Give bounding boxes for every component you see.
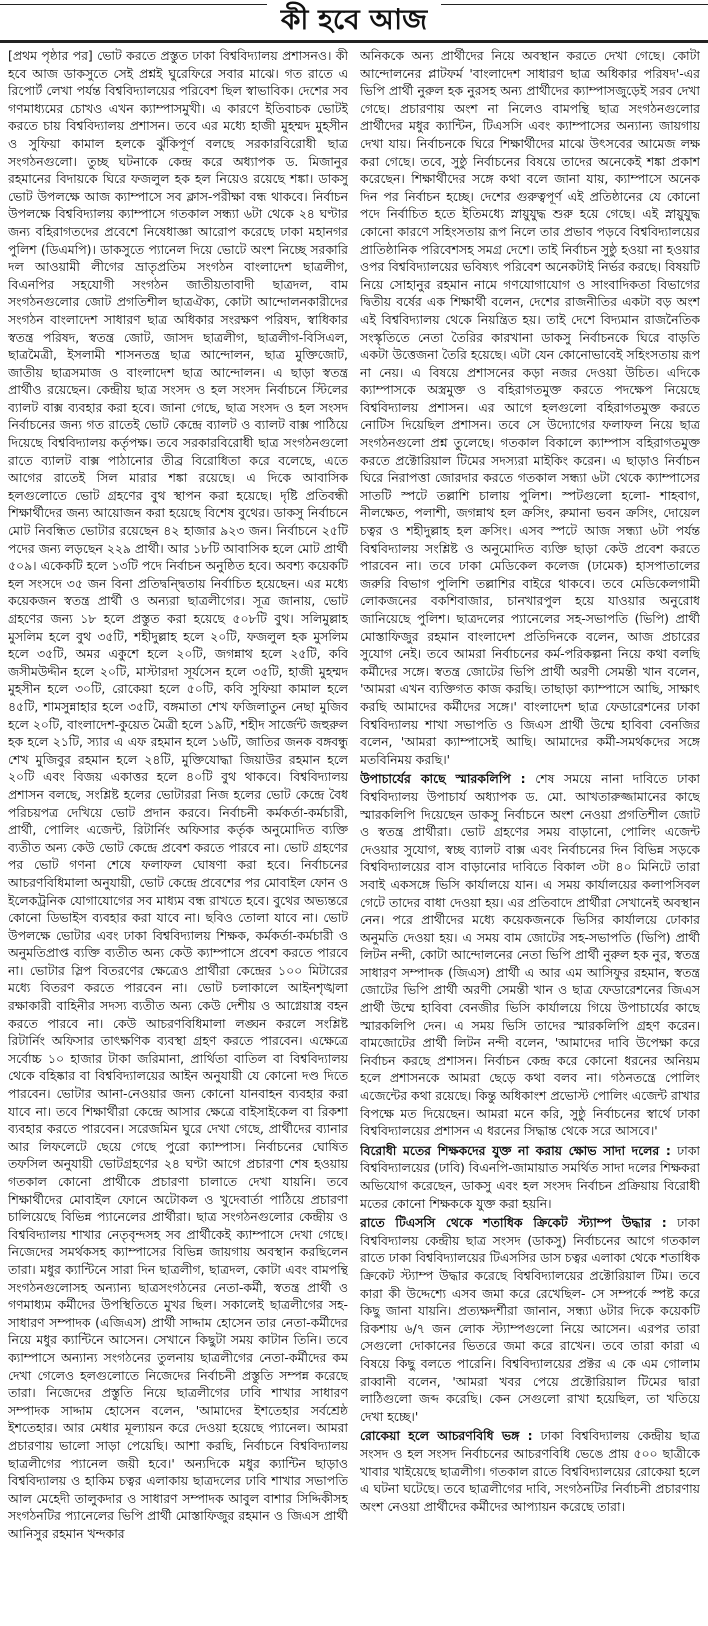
article-paragraph (360, 1142, 700, 1212)
paragraph-text: ঢাকা বিশ্ববিদ্যালয়ের (ঢাবি) বিএনপি-জামায়াত সমর্থিত সাদা দলের শিক্ষকরা অভিযোগ করেছেন, ডাকসু এবং হল সংসদ নির্বাচন প্রক্রিয়ায় বিরোধী মতের কোনো শিক্ষককে যুক্ত করা হয়নি। (360, 1142, 700, 1211)
paragraph-text: অনিককে অন্য প্রার্থীদের নিয়ে অবস্থান করতে দেখা গেছে। কোটা আন্দোলনের প্লাটফর্ম 'বাংলাদেশ সাধারণ ছাত্র অধিকার পরিষদ'-এর ভিপি প্রার্থী নুরুল হক নুরসহ অন্য প্রার্থীদের ক্যাম্পাসজুড়েই সরব দেখা গেছে। প্রচারণায় অংশ না নিলেও বামপন্থি ছাত্র সংগঠনগুলোর প্রার্থীদের মধুর ক্যান্টিন, টিএসসি এবং ক্যাম্পাসের অন্যান্য জায়গায় দেখা যায়। নির্বাচনকে ঘিরে শিক্ষার্থীদের মাঝে উৎসবের আমেজ লক্ষ করা গেছে। তবে, সুষ্ঠু নির্বাচনের বিষয়ে তাদের অনেকেই শঙ্কা প্রকাশ করেছেন। শিক্ষার্থীদের সঙ্গে কথা বলে জানা যায়, ক্যাম্পাসে অনেক দিন পর নির্বাচন হচ্ছে। দেশের গুরুত্বপূর্ণ এই প্রতিষ্ঠানের যে কোনো পদে নির্বাচিত হতে ইতিমধ্যে স্নায়ুযুদ্ধ শুরু হয়ে গেছে। এই স্নায়ুযুদ্ধ কোনো কারণে সহিংসতায় রূপ নিলে তার প্রভাব পড়বে বিশ্ববিদ্যালয়ের প্রাতিষ্ঠানিক পরিবেশসহ সমগ্র দেশে। তাই নির্বাচন সুষ্ঠু হওয়া না হওয়ার ওপর বিশ্ববিদ্যালয়ের ভবিষ্যৎ পরিবেশ অনেকটাই নির্ভর করছে। বিষয়টি নিয়ে সোহানুর রহমান নামে গণযোগাযোগ ও সাংবাদিকতা বিভাগের দ্বিতীয় বর্ষের এক শিক্ষার্থী বলেন, দেশের রাজনীতির একটা বড় অংশ এই বিশ্ববিদ্যালয় থেকে নিয়ন্ত্রিত হয়। তাই দেশে বিদ্যমান রাজনৈতিক সংস্কৃতিতে নেতা তৈরির কারখানা ডাকসু নির্বাচনকে ঘিরে বাড়তি একটা উত্তেজনা তৈরি হয়েছে। এটা যেন কোনোভাবেই সহিংসতায় রূপ না নেয়। এ বিষয়ে প্রশাসনের কড়া নজর দেওয়া উচিত। এদিকে ক্যাম্পাসকে অস্ত্রমুক্ত ও বহিরাগতমুক্ত করতে পদক্ষেপ নিয়েছে বিশ্ববিদ্যালয় প্রশাসন। এর আগে হলগুলো বহিরাগতমুক্ত করতে নোটিস দিয়েছিল প্রশাসন। তবে সে উদ্যোগের ফলাফল নিয়ে ছাত্র সংগঠনগুলো প্রশ্ন তুলেছে। গতকাল বিকালে ক্যাম্পাস বহিরাগতমুক্ত করতে প্রক্টোরিয়াল টিমের সদস্যরা মাইকিং করেন। এ ছাড়াও নির্বাচন ঘিরে নিরাপত্তা জোরদার করতে গতকাল সন্ধ্যা ৬টা থেকে ক্যাম্পাসের সাতটি স্পটে তল্লাশি চালায় পুলিশ। স্পটগুলো হলো- শাহবাগ, নীলক্ষেত, পলাশী, জগন্নাথ হল ক্রসিং, রুমানা ভবন ক্রসিং, দোয়েল চত্বর ও শহীদুল্লাহ হল ক্রসিং। এসব স্পটে আজ সন্ধ্যা ৬টা পর্যন্ত বিশ্ববিদ্যালয় সংশ্লিষ্ট ও অনুমোদিত ব্যক্তি ছাড়া কেউ প্রবেশ করতে পারবেন না। তবে ঢাকা মেডিকেল কলেজ (ঢামেক) হাসপাতালের জরুরি বিভাগ পুলিশি তল্লাশির বাইরে থাকবে। তবে মেডিকেলগামী লোকজনের বকশিবাজার, চানখারপুল হয়ে যাওয়ার অনুরোধ জানিয়েছে পুলিশ। ছাত্রদলের প্যানেলের সহ-সভাপতি (ভিপি) প্রার্থী মোস্তাফিজুর রহমান বাংলাদেশ প্রতিদিনকে বলেন, আজ প্রচারের সুযোগ নেই। তবে আমরা নির্বাচনের কর্ম-পরিকল্পনা নিয়ে কথা বলছি কর্মীদের সঙ্গে। স্বতন্ত্র জোটের ভিপি প্রার্থী অরণী সেমন্তী খান বলেন, 'আমরা এখন ব্যক্তিগত কাজ করছি। তাছাড়া ক্যাম্পাসে আছি, সাক্ষাৎ করছি আমাদের কর্মীদের সঙ্গে।' বাংলাদেশ ছাত্র ফেডারেশনের ঢাকা বিশ্ববিদ্যালয় শাখা সভাপতি ও জিএস প্রার্থী উম্মে হাবিবা বেনজির বলেন, 'আমরা ক্যাম্পাসেই আছি। আমাদের কর্মী-সমর্থকদের সঙ্গে মতবিনিময় করছি।' (360, 48, 700, 767)
article-paragraph (360, 47, 700, 768)
right-column (360, 47, 700, 1542)
article-paragraph (360, 770, 700, 1139)
paragraph-text: ঢাকা বিশ্ববিদ্যালয় কেন্দ্রীয় ছাত্র সংসদ (ডাকসু) নির্বাচনের আগে গতকাল রাতে ঢাকা বিশ্ববিদ্যালয়ের টিএসসির ডাস চত্বর এলাকা থেকে শতাধিক ক্রিকেট স্ট্যাম্প উদ্ধার করেছে বিশ্ববিদ্যালয়ের প্রক্টোরিয়াল টিম। তবে কারা কী উদ্দেশ্যে এসব জমা করে রেখেছিল- সে সম্পর্কে স্পষ্ট করে কিছু জানা যায়নি। প্রত্যক্ষদর্শীরা জানান, সন্ধ্যা ৬টার দিকে কয়েকটি রিকশায় ৬/৭ জন লোক স্ট্যাম্পগুলো নিয়ে আসেন। এরপর তারা সেগুলো দোকানের ভিতরে জমা করে রাখেন। তবে তারা কারা এ বিষয়ে কিছু বলতে পারেনি। বিশ্ববিদ্যালয়ের প্রক্টর এ কে এম গোলাম রাব্বানী বলেন, 'আমরা খবর পেয়ে প্রক্টোরিয়াল টিমের দ্বারা লাঠিগুলো জব্দ করেছি। কেন সেগুলো রাখা হয়েছিল, তা খতিয়ে দেখা হচ্ছে।' (360, 1215, 700, 1424)
page-title (0, 3, 708, 37)
article-columns (8, 47, 700, 1542)
article-paragraph (360, 1427, 700, 1515)
subheading: রাতে টিএসসি থেকে শতাধিক ক্রিকেট স্ট্যাম্প উদ্ধার : (360, 1215, 667, 1231)
continuation-label: [প্রথম পৃষ্ঠার পর] (8, 48, 93, 63)
article-paragraph (8, 47, 348, 1542)
headline-bar (0, 0, 708, 43)
left-column (8, 47, 348, 1542)
article-paragraph (360, 1214, 700, 1425)
subheading: রোকেয়া হলে আচরণবিধি ভঙ্গ : (360, 1428, 533, 1444)
paragraph-text: ভোট করতে প্রস্তুত ঢাকা বিশ্ববিদ্যালয় প্রশাসনও। কী হবে আজ ডাকসুতে সেই প্রশ্নই ঘুরেফিরে সবার মাঝে। গত রাতে এ রিপোর্ট লেখা পর্যন্ত বিশ্ববিদ্যালয়ের পরিবেশ ছিল স্বাভাবিক। দেশের সব গণমাধ্যমের চোখও এখন ক্যাম্পাসমুখী। এ কারণে ইতিবাচক ভোটই করতে চায় বিশ্ববিদ্যালয় প্রশাসন। তবে এর মধ্যে হাজী মুহম্মদ মুহসীন ও সুফিয়া কামাল হলকে ঝুঁকিপূর্ণ বলছে সরকারবিরোধী ছাত্র সংগঠনগুলো। তুচ্ছ ঘটনাকে কেন্দ্র করে অধ্যাপক ড. মিজানুর রহমানের বিদায়কে ঘিরে ফজলুল হক হল নিয়েও রয়েছে শঙ্কা। ডাকসু ভোট উপলক্ষে আজ ক্যাম্পাসে সব ক্লাস-পরীক্ষা বন্ধ থাকবে। নির্বাচন উপলক্ষে বিশ্ববিদ্যালয় ক্যাম্পাসে গতকাল সন্ধ্যা ৬টা থেকে ২৪ ঘণ্টার জন্য বহিরাগতদের প্রবেশে নিষেধাজ্ঞা আরোপ করেছে ঢাকা মহানগর পুলিশ (ডিএমপি)। ডাকসুতে প্যানেল দিয়ে ভোটে অংশ নিচ্ছে সরকারি দল আওয়ামী লীগের ভ্রাতৃপ্রতিম সংগঠন বাংলাদেশ ছাত্রলীগ, বিএনপির সহযোগী সংগঠন জাতীয়তাবাদী ছাত্রদল, বাম সংগঠনগুলোর জোট প্রগতিশীল ছাত্রঐক্য, কোটা আন্দোলনকারীদের সংগঠন বাংলাদেশ সাধারণ ছাত্র অধিকার সংরক্ষণ পরিষদ, স্বাধিকার স্বতন্ত্র পরিষদ, স্বতন্ত্র জোট, জাসদ ছাত্রলীগ, ছাত্রলীগ-বিসিএল, ছাত্রমৈত্রী, ইসলামী শাসনতন্ত্র ছাত্র আন্দোলন, ছাত্র মুক্তিজোট, জাতীয় ছাত্রসমাজ ও বাংলাদেশ ছাত্র আন্দোলন। এ ছাড়া স্বতন্ত্র প্রার্থীও রয়েছেন। কেন্দ্রীয় ছাত্র সংসদ ও হল সংসদ নির্বাচনে স্টিলের ব্যালট বাক্স ব্যবহার করা হবে। জানা গেছে, ছাত্র সংসদ ও হল সংসদ নির্বাচনের জন্য গত রাতেই ভোট কেন্দ্রে ব্যালট ও ব্যালট বাক্স পাঠিয়ে দিয়েছে বিশ্ববিদ্যালয় কর্তৃপক্ষ। তবে সরকারবিরোধী ছাত্র সংগঠনগুলো রাতে ব্যালট বাক্স পাঠানোর তীব্র বিরোধিতা করে বলেছে, এতে আগের রাতেই সিল মারার শঙ্কা রয়েছে। এ দিকে আবাসিক হলগুলোতে ভোট গ্রহণের বুথ স্থাপন করা হয়েছে। দৃষ্টি প্রতিবন্ধী শিক্ষার্থীদের জন্য আয়োজন করা হয়েছে বিশেষ বুথের। ডাকসু নির্বাচনে মোট নিবন্ধিত ভোটার রয়েছেন ৪২ হাজার ৯২৩ জন। নির্বাচনে ২৫টি পদের জন্য লড়ছেন ২২৯ প্রার্থী। আর ১৮টি আবাসিক হলে মোট প্রার্থী ৫০৯। একেকটি হলে ১৩টি পদে নির্বাচন অনুষ্ঠিত হবে। অবশ্য কয়েকটি হল সংসদে ৩৫ জন বিনা প্রতিদ্বন্দ্বিতায় নির্বাচিত হয়েছেন। এর মধ্যে কয়েকজন স্বতন্ত্র প্রার্থী ও অন্যরা ছাত্রলীগের। সূত্র জানায়, ভোট গ্রহণের জন্য ১৮ হলে প্রস্তুত করা হয়েছে ৫০৮টি বুথ। সলিমুল্লাহ মুসলিম হলে বুথ ৩৫টি, শহীদুল্লাহ হলে ২০টি, ফজলুল হক মুসলিম হলে ৩৫টি, অমর একুশে হলে ২০টি, জগন্নাথ হলে ২৫টি, কবি জসীমউদ্দীন হলে ২০টি, মাস্টারদা সূর্যসেন হলে ৩৫টি, হাজী মুহম্মদ মুহসীন হলে ৩০টি, রোকেয়া হলে ৫০টি, কবি সুফিয়া কামাল হলে ৪৫টি, শামসুন্নাহার হলে ৩৫টি, বঙ্গমাতা শেখ ফজিলাতুন নেছা মুজিব হলে ২০টি, বাংলাদেশ-কুয়েত মৈত্রী হলে ১৯টি, শহীদ সার্জেন্ট জহুরুল হক হলে ২১টি, স্যার এ এফ রহমান হলে ১৬টি, জাতির জনক বঙ্গবন্ধু শেখ মুজিবুর রহমান হলে ২৪টি, মুক্তিযোদ্ধা জিয়াউর রহমান হলে ২০টি এবং বিজয় একাত্তর হলে ৪০টি বুথ থাকবে। বিশ্ববিদ্যালয় প্রশাসন বলছে, সংশ্লিষ্ট হলের ভোটাররা নিজ হলের ভোট কেন্দ্রে বৈধ পরিচয়পত্র দেখিয়ে ভোট প্রদান করবে। নির্বাচনী কর্মকর্তা-কর্মচারী, প্রার্থী, পোলিং এজেন্ট, রিটার্নিং অফিসার কর্তৃক অনুমোদিত ব্যক্তি ব্যতীত অন্য কেউ ভোট কেন্দ্রে প্রবেশ করতে পারবে না। ভোট গ্রহণের পর ভোট গণনা শেষে ফলাফল ঘোষণা করা হবে। নির্বাচনের আচরণবিধিমালা অনুযায়ী, ভোট কেন্দ্রে প্রবেশের পর মোবাইল ফোন ও ইলেকট্রনিক যোগাযোগের সব মাধ্যম বন্ধ রাখতে হবে। বুথের অভ্যন্তরে কোনো ডিভাইস ব্যবহার করা যাবে না। ছবিও তোলা যাবে না। ভোট উপলক্ষে ভোটার এবং ঢাকা বিশ্ববিদ্যালয় শিক্ষক, কর্মকর্তা-কর্মচারী ও অনুমতিপ্রাপ্ত ব্যক্তি ব্যতীত অন্য কেউ ক্যাম্পাসে প্রবেশ করতে পারবে না। ভোটার স্লিপ বিতরণের ক্ষেত্রেও প্রার্থীরা কেন্দ্রের ১০০ মিটারের মধ্যে বিতরণ করতে পারবেন না। ভোট চলাকালে আইনশৃঙ্খলা রক্ষাকারী বাহিনীর সদস্য ব্যতীত অন্য কেউ দেশীয় ও আগ্নেয়াস্ত্র বহন করতে পারবে না। কেউ আচরণবিধিমালা লঙ্ঘন করলে সংশ্লিষ্ট রিটার্নিং অফিসার তাৎক্ষণিক ব্যবস্থা গ্রহণ করতে পারবেন। এক্ষেত্রে সর্বোচ্চ ১০ হাজার টাকা জরিমানা, প্রার্থিতা বাতিল বা বিশ্ববিদ্যালয় থেকে বহিষ্কার বা বিশ্ববিদ্যালয়ের আইন অনুযায়ী যে কোনো দণ্ড দিতে পারবেন। ভোটার আনা-নেওয়ার জন্য কোনো যানবাহন ব্যবহার করা যাবে না। তবে শিক্ষার্থীরা কেন্দ্রে আসার ক্ষেত্রে বাইসাইকেল বা রিকশা ব্যবহার করতে পারবেন। সরেজমিন ঘুরে দেখা গেছে, প্রার্থীদের ব্যানার আর লিফলেটে ছেয়ে গেছে পুরো ক্যাম্পাস। নির্বাচনের ঘোষিত তফসিল অনুযায়ী ভোটগ্রহণের ২৪ ঘণ্টা আগে প্রচারণা শেষ হওয়ায় গতকাল কোনো প্রার্থীকে প্রচারণা চালাতে দেখা যায়নি। তবে শিক্ষার্থীদের মোবাইল ফোনে অটোকল ও খুদেবার্তা পাঠিয়ে প্রচারণা চালিয়েছে বিভিন্ন প্যানেলের প্রার্থীরা। ছাত্র সংগঠনগুলোর কেন্দ্রীয় ও বিশ্ববিদ্যালয় শাখার নেতৃবৃন্দসহ সব প্রার্থীকেই ক্যাম্পাসে দেখা গেছে। নিজেদের সমর্থকসহ ক্যাম্পাসের বিভিন্ন জায়গায় অবস্থান করছিলেন তারা। মধুর ক্যান্টিনে সারা দিন ছাত্রলীগ, ছাত্রদল, কোটা এবং বামপন্থি সংগঠনগুলোসহ অন্যান্য ছাত্রসংগঠনের নেতা-কর্মী, স্বতন্ত্র প্রার্থী ও গণমাধ্যম কর্মীদের উপস্থিতিতে মুখর ছিল। সকালেই ছাত্রলীগের সহ-সাধারণ সম্পাদক (এজিএস) প্রার্থী সাদ্দাম হোসেন তার নেতা-কর্মীদের নিয়ে মধুর ক্যান্টিনে আসেন। সেখানে কিছুটা সময় কাটান তিনি। তবে ক্যাম্পাসে অন্যান্য সংগঠনের তুলনায় ছাত্রলীগের নেতা-কর্মীদের কম দেখা গেলেও হলগুলোতে নিজেদের নির্বাচনী প্রস্তুতি সম্পন্ন করেছে তারা। নিজেদের প্রস্তুতি নিয়ে ছাত্রলীগের ঢাবি শাখার সাধারণ সম্পাদক সাদ্দাম হোসেন বলেন, 'আমাদের ইশতেহার সর্বশ্রেষ্ঠ ইশতেহার। আর মেধার মূল্যায়ন করে দেওয়া হয়েছে প্যানেল। আমরা প্রচারণায় ভালো সাড়া পেয়েছি। আশা করছি, নির্বাচনে বিশ্ববিদ্যালয় ছাত্রলীগের প্যানেল জয়ী হবে।' অন্যদিকে মধুর ক্যান্টিন ছাড়াও বিশ্ববিদ্যালয় ও হাকিম চত্বর এলাকায় ছাত্রদলের ঢাবি শাখার সভাপতি আল মেহেদী তালুকদার ও সাধারণ সম্পাদক আবুল বাশার সিদ্দিকীসহ সংগঠনটির প্যানেলের ভিপি প্রার্থী মোস্তাফিজুর রহমান ও জিএস প্রার্থী আনিসুর রহমান খন্দকার (8, 48, 348, 1541)
headline-text: কী হবে আজ (267, 3, 441, 36)
subheading: বিরোধী মতের শিক্ষকদের যুক্ত না করায় ক্ষোভ সাদা দলের : (360, 1142, 671, 1158)
paragraph-text: ঢাকা বিশ্ববিদ্যালয় কেন্দ্রীয় ছাত্র সংসদ ও হল সংসদ নির্বাচনের আচরণবিধি ভেঙে প্রায় ৫০০ ছাত্রীকে খাবার খাইয়েছে ছাত্রলীগ। গতকাল রাতে বিশ্ববিদ্যালয়ের রোকেয়া হলে এ ঘটনা ঘটেছে। তবে ছাত্রলীগের দাবি, সংগঠনটির নির্বাচনী প্রচারণায় অংশ নেওয়া প্রার্থীদের কর্মীদের আপ্যায়ন করেছে তারা। (360, 1428, 700, 1514)
paragraph-text: শেষ সময়ে নানা দাবিতে ঢাকা বিশ্ববিদ্যালয় উপাচার্য অধ্যাপক ড. মো. আখতারুজ্জামানের কাছে স্মারকলিপি দিয়েছেন ডাকসু নির্বাচনে অংশ নেওয়া প্রগতিশীল জোট ও স্বতন্ত্র প্রার্থীরা। ভোট গ্রহণের সময় বাড়ানো, পোলিং এজেন্ট দেওয়ার সুযোগ, স্বচ্ছ ব্যালট বাক্স এবং নির্বাচনের দিন বিভিন্ন সড়কে বিশ্ববিদ্যালয়ের বাস বাড়ানোর দাবিতে বিকাল ৩টা ৪০ মিনিটে তারা সবাই একসঙ্গে ভিসি কার্যালয়ে যান। এ সময় কার্যালয়ের কলাপসিবল গেটে তাদের বাধা দেওয়া হয়। এর প্রতিবাদে প্রার্থীরা সেখানেই অবস্থান নেন। পরে প্রার্থীদের মধ্যে কয়েকজনকে ভিসির কার্যালয়ে ঢোকার অনুমতি দেওয়া হয়। এ সময় বাম জোটের সহ-সভাপতি (ভিপি) প্রার্থী লিটন নন্দী, কোটা আন্দোলনের নেতা ভিপি প্রার্থী নুরুল হক নুর, স্বতন্ত্র সাধারণ সম্পাদক (জিএস) প্রার্থী এ আর এম আসিফুর রহমান, স্বতন্ত্র জোটের ভিপি প্রার্থী অরণী সেমন্তী খান ও ছাত্র ফেডারেশনের জিএস প্রার্থী উম্মে হাবিবা বেনজীর ভিসি কার্যালয়ে গিয়ে উপাচার্যের কাছে স্মারকলিপি দেন। এ সময় ভিসি তাদের স্মারকলিপি গ্রহণ করেন। বামজোটের প্রার্থী লিটন নন্দী বলেন, 'আমাদের দাবি উপেক্ষা করে নির্বাচন করছে প্রশাসন। নির্বাচন কেন্দ্র করে কোনো ধরনের অনিয়ম হলে প্রশাসনকে আমরা ছেড়ে কথা বলব না। গঠনতন্ত্রে পোলিং এজেন্টের কথা রয়েছে। কিন্তু অধিকাংশ প্রভোস্ট পোলিং এজেন্ট রাখার বিপক্ষে মত দিয়েছেন। আমরা মনে করি, সুষ্ঠু নির্বাচনের স্বার্থে ঢাকা বিশ্ববিদ্যালয়ের প্রশাসন এ ধরনের সিদ্ধান্ত থেকে সরে আসবে।' (360, 771, 700, 1139)
subheading: উপাচার্যের কাছে স্মারকলিপি : (360, 771, 526, 787)
